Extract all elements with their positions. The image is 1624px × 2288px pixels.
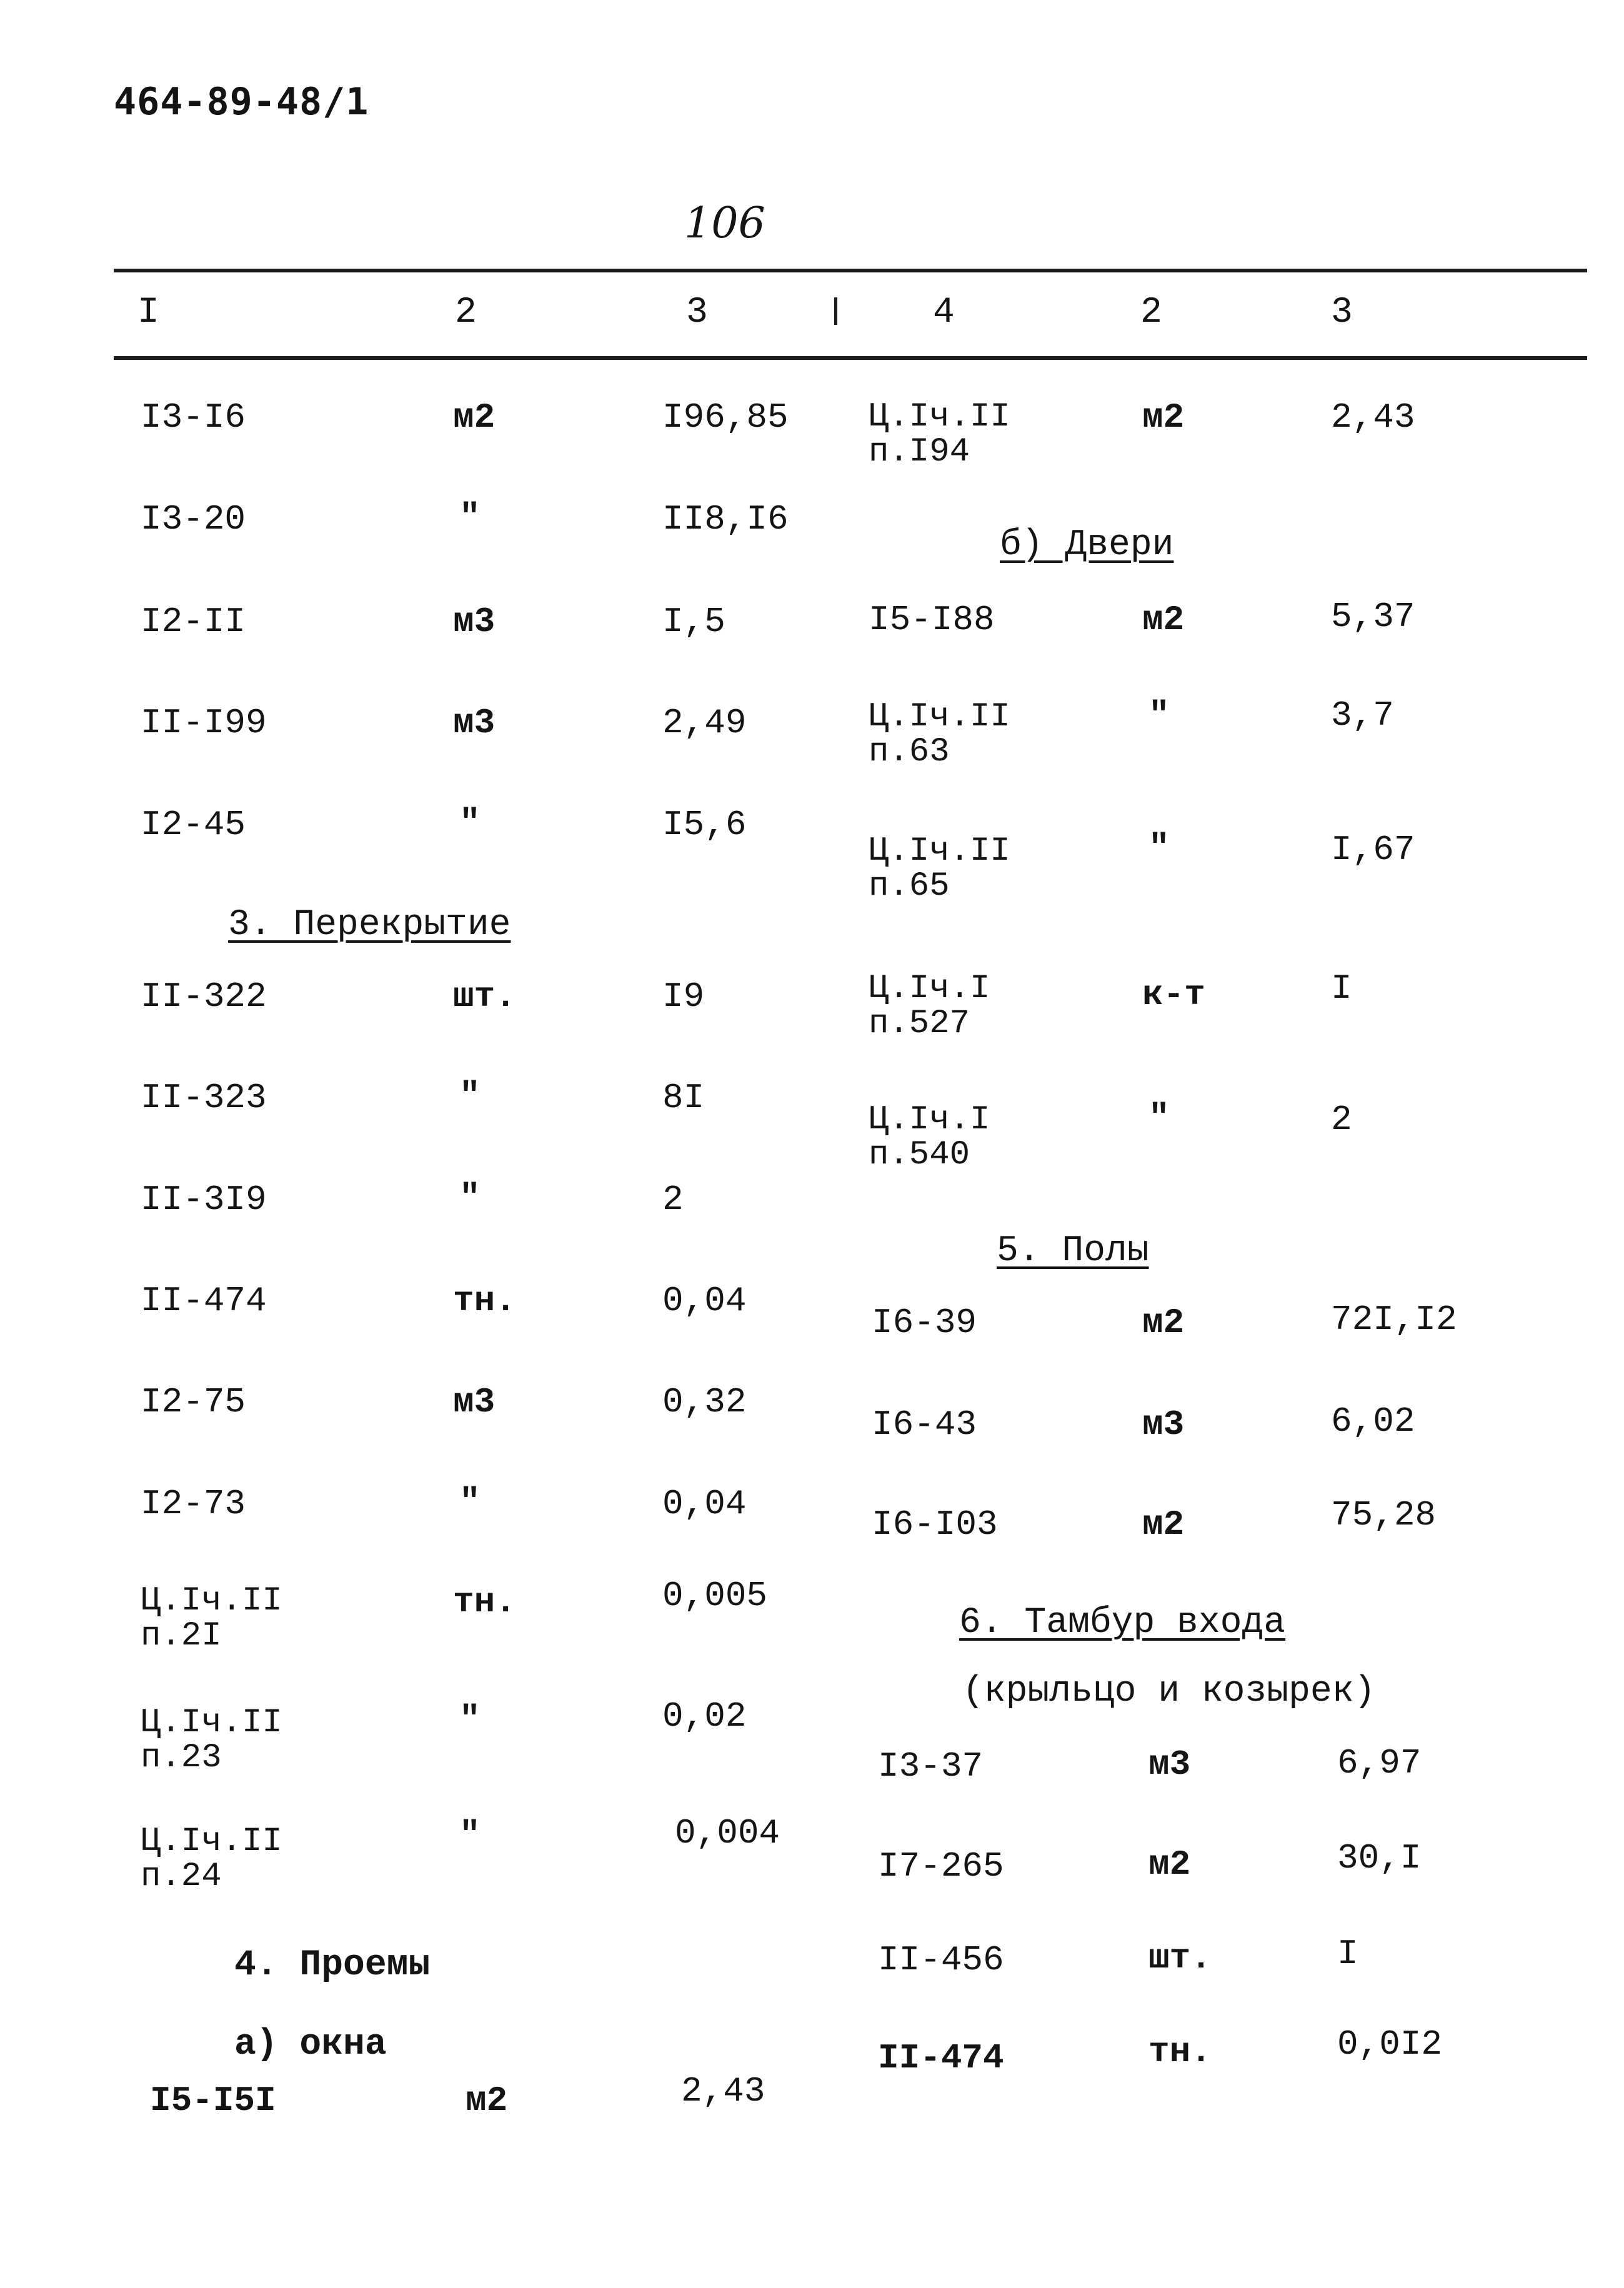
left-row-qty: 2,49 (662, 703, 747, 743)
column-header-2: 2 (455, 292, 477, 333)
left-row-unit: " (459, 1815, 481, 1855)
right-row-qty: 6,02 (1331, 1401, 1415, 1441)
left-row-code: I2-73 (141, 1484, 246, 1524)
right-row-qty: 6,97 (1337, 1743, 1422, 1783)
left-row-qty: I5,6 (662, 805, 747, 845)
column-header-1: I (137, 292, 159, 333)
left-row-qty: 0,32 (662, 1382, 747, 1422)
left-row-code: I3-I6 (141, 397, 246, 437)
left-row-ref-line1: Ц.Iч.II (141, 1823, 282, 1861)
right-row-qty: I (1337, 1934, 1358, 1974)
left-row-qty: II8,I6 (662, 499, 789, 539)
right-row-ref (869, 700, 1010, 770)
right-row-ref (869, 972, 990, 1042)
left-row-ref-line1: Ц.Iч.II (141, 1582, 282, 1620)
subsection-title-doors: б) Двери (1000, 525, 1174, 565)
right-row-qty: 3,7 (1331, 695, 1394, 735)
section-title-floors: 5. Полы (997, 1231, 1149, 1271)
right-row-unit: шт. (1148, 1938, 1212, 1978)
right-row-qty: 75,28 (1331, 1495, 1437, 1535)
left-row-code: II-I99 (141, 703, 267, 743)
right-row-code: I7-265 (878, 1846, 1004, 1886)
right-row-ref-line1: Ц.Iч.II (869, 698, 1010, 736)
column-header-5: 2 (1140, 292, 1162, 333)
right-row-qty: I (1331, 968, 1352, 1008)
left-row-unit: м3 (453, 703, 496, 743)
left-row-qty: I,5 (662, 602, 725, 642)
right-row-unit: м2 (1142, 397, 1185, 437)
right-row-ref-line2: п.63 (869, 733, 950, 771)
right-row-unit: м2 (1142, 600, 1185, 640)
left-row-qty: I9 (662, 977, 705, 1017)
right-row-unit: тн. (1148, 2032, 1212, 2072)
right-row-code: I6-I03 (872, 1505, 998, 1544)
left-row-qty: 0,004 (675, 1813, 780, 1853)
column-header-3: 3 (686, 292, 708, 333)
right-row-unit: м2 (1142, 1303, 1185, 1343)
left-row-qty: 0,04 (662, 1281, 747, 1321)
right-row-qty: 72I,I2 (1331, 1300, 1457, 1340)
right-row-code: I6-39 (872, 1303, 977, 1343)
right-row-qty: 30,I (1337, 1838, 1422, 1878)
right-row-ref-line1: Ц.Iч.II (869, 398, 1010, 436)
left-row-qty: 0,04 (662, 1484, 747, 1524)
left-row-ref (141, 1706, 282, 1776)
left-row-qty: 0,005 (662, 1576, 768, 1616)
left-row-unit: тн. (453, 1582, 516, 1622)
right-row-ref-line2: п.I94 (869, 433, 970, 471)
right-row-code: I3-37 (878, 1746, 984, 1786)
left-row-unit: шт. (453, 977, 516, 1017)
table-header-rule (114, 356, 1587, 360)
right-row-unit: " (1148, 828, 1170, 868)
left-row-ref (141, 1584, 282, 1654)
left-row-qty: I96,85 (662, 397, 789, 437)
column-header-4: 4 (933, 292, 955, 333)
left-row-ref (141, 1824, 282, 1894)
left-row-ref-line2: п.2I (141, 1617, 222, 1655)
left-row-code: I2-II (141, 602, 246, 642)
section-subtitle-porch-canopy: (крыльцо и козырек) (962, 1671, 1376, 1712)
left-row-unit: " (459, 1482, 481, 1522)
left-row-qty: 8I (662, 1078, 705, 1118)
left-row-code: I2-75 (141, 1382, 246, 1422)
right-row-ref-line2: п.65 (869, 867, 950, 905)
left-row-unit: " (459, 1178, 481, 1218)
section-title-entrance-vestibule: 6. Тамбур входа (959, 1603, 1286, 1643)
left-row-unit: тн. (453, 1281, 516, 1321)
left-row-code: I2-45 (141, 805, 246, 845)
left-row-qty: 0,02 (662, 1696, 747, 1736)
left-row-code: II-474 (141, 1281, 267, 1321)
column-header-6: 3 (1331, 292, 1353, 333)
document-code: 464-89-48/1 (114, 80, 369, 124)
right-row-ref-line2: п.527 (869, 1005, 970, 1043)
right-row-qty: 2 (1331, 1100, 1352, 1140)
right-row-qty: I,67 (1331, 830, 1415, 870)
left-row-unit: " (459, 497, 481, 537)
left-row-code: II-323 (141, 1078, 267, 1118)
column-separator (834, 297, 837, 325)
right-row-ref (869, 1103, 990, 1173)
left-row-code: I5-I5I (150, 2081, 276, 2121)
right-row-ref-line1: Ц.Iч.II (869, 832, 1010, 870)
left-row-unit: " (459, 803, 481, 843)
left-row-code: II-322 (141, 977, 267, 1017)
left-row-code: I3-20 (141, 499, 246, 539)
left-row-unit: " (459, 1699, 481, 1739)
left-row-qty: 2 (662, 1180, 684, 1220)
right-row-unit: " (1148, 1098, 1170, 1138)
right-row-ref-line1: Ц.Iч.I (869, 970, 990, 1008)
right-row-unit: м3 (1148, 1744, 1191, 1784)
right-row-qty: 2,43 (1331, 397, 1415, 437)
subsection-title-windows: а) окна (234, 2024, 387, 2065)
left-row-unit: м2 (453, 397, 496, 437)
right-row-qty: 5,37 (1331, 597, 1415, 637)
table-top-rule (114, 269, 1587, 272)
section-title-floors-ceiling: 3. Перекрытие (228, 905, 511, 945)
right-row-unit: " (1148, 695, 1170, 735)
left-row-unit: м3 (453, 1382, 496, 1422)
left-row-ref-line1: Ц.Iч.II (141, 1704, 282, 1742)
right-row-ref (869, 400, 1010, 470)
right-row-code: I6-43 (872, 1405, 977, 1445)
right-row-unit: м2 (1148, 1844, 1191, 1884)
left-row-unit: м2 (466, 2081, 508, 2121)
left-row-unit: " (459, 1076, 481, 1116)
right-row-unit: м3 (1142, 1405, 1185, 1445)
page-number: 106 (684, 199, 765, 248)
right-row-code: II-474 (878, 2038, 1004, 2078)
right-row-code: I5-I88 (869, 600, 995, 640)
left-row-code: II-3I9 (141, 1180, 267, 1220)
right-row-code: II-456 (878, 1940, 1004, 1980)
right-row-unit: к-т (1142, 975, 1205, 1015)
right-row-ref-line2: п.540 (869, 1136, 970, 1174)
right-row-ref-line1: Ц.Iч.I (869, 1101, 990, 1139)
section-title-openings: 4. Проемы (234, 1945, 431, 1986)
left-row-unit: м3 (453, 602, 496, 642)
left-row-ref-line2: п.23 (141, 1739, 222, 1777)
right-row-ref (869, 834, 1010, 904)
left-row-ref-line2: п.24 (141, 1858, 222, 1896)
left-row-qty: 2,43 (681, 2071, 765, 2111)
right-row-qty: 0,0I2 (1337, 2024, 1443, 2064)
right-row-unit: м2 (1142, 1505, 1185, 1544)
